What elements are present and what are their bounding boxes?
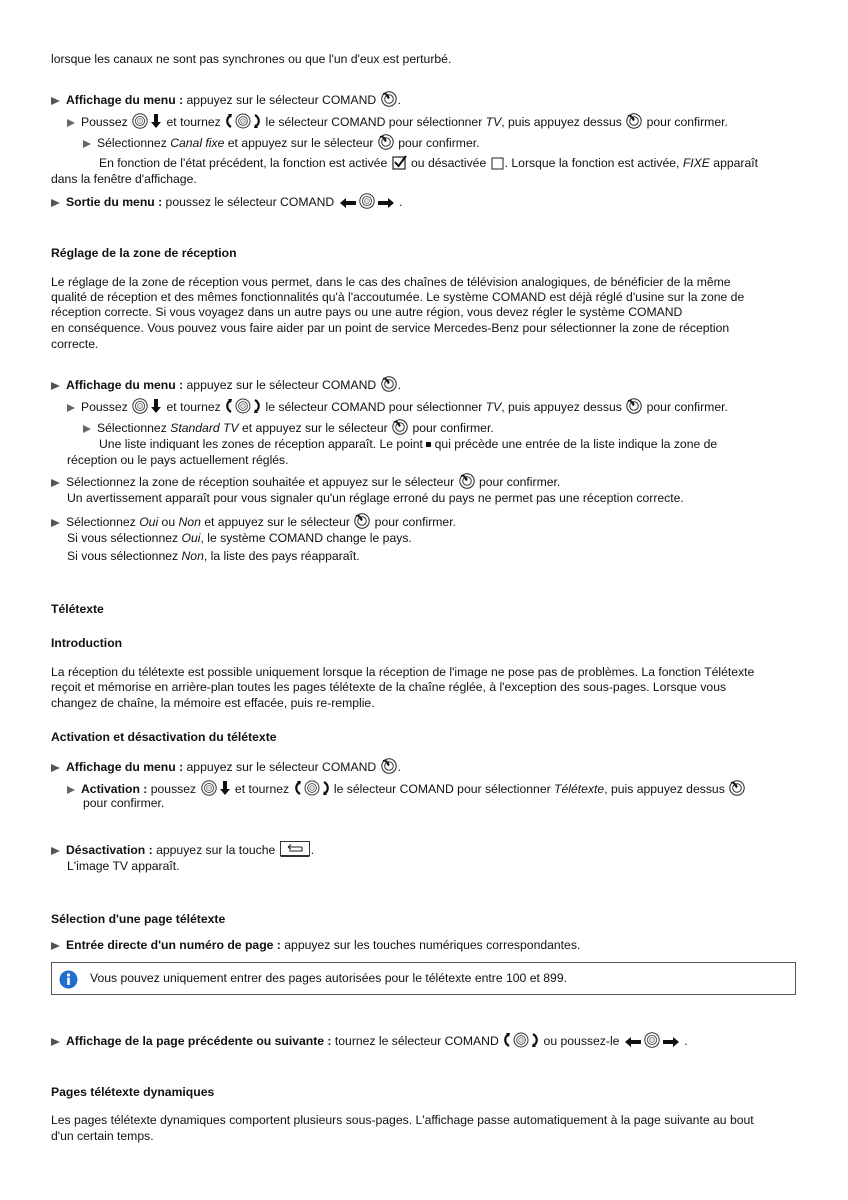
back-key-icon (280, 841, 310, 857)
arrow-left-icon (339, 197, 357, 209)
intro-paragraph-line: La réception du télétexte est possible uniquement lorsque la réception de l'image ne pose pas de problèmes. La fonction Télétexte (51, 665, 755, 679)
oui-result-line: Si vous sélectionnez Oui, le système COMAND change le pays. (67, 531, 412, 545)
press-knob-icon (381, 376, 397, 392)
press-knob-icon (378, 134, 394, 150)
press-knob-icon (381, 758, 397, 774)
bullet-arrow-icon (83, 425, 91, 433)
push-step-2: Poussez et tournez le sélecteur COMAND pour sélectionner TV, puis appuyez dessus pour confirmer. (67, 398, 848, 415)
menu-step-1: Affichage du menu : appuyez sur le sélecteur COMAND . (51, 91, 848, 108)
select-canal-step: Sélectionnez Canal fixe et appuyez sur le sélecteur pour confirmer. (83, 134, 848, 151)
bullet-arrow-icon (51, 519, 60, 527)
activation-confirm-line: pour confirmer. (83, 796, 165, 810)
info-note-box (51, 962, 796, 995)
rotate-knob-icon (225, 398, 261, 414)
select-standard-step: Sélectionnez Standard TV et appuyez sur le sélecteur pour confirmer. (83, 419, 848, 436)
select-zone-step: Sélectionnez la zone de réception souhaitée et appuyez sur le sélecteur pour confirmer. (51, 473, 848, 490)
non-result-line: Si vous sélectionnez Non, la liste des pays réapparaît. (67, 549, 360, 563)
press-knob-icon (354, 513, 370, 529)
subsection-title-intro: Introduction (51, 636, 123, 650)
info-note-text: Vous pouvez uniquement entrer des pages autorisées pour le télétexte entre 100 et 899. (90, 971, 567, 985)
intro-paragraph-line: changez de chaîne, la mémoire est effacée, puis re-remplie. (51, 696, 375, 710)
activation-step: Activation : poussez et tournez le sélecteur COMAND pour sélectionner Télétexte, puis appuyez dessus (67, 780, 848, 797)
press-knob-icon (729, 780, 745, 796)
bullet-arrow-icon (51, 199, 60, 207)
zone-paragraph-line: qualité de réception et des mêmes fonctionnalités qu'à l'accoutumée. Le système COMAND est déjà réglé d'usine sur la zone de (51, 290, 745, 304)
bullet-arrow-icon (51, 1038, 60, 1046)
section-title-zone: Réglage de la zone de réception (51, 246, 237, 260)
bullet-arrow-icon (67, 404, 75, 412)
arrow-down-icon (150, 113, 162, 129)
dynamic-paragraph-line: Les pages télétexte dynamiques comportent plusieurs sous-pages. L'affichage passe automatiquement à la page suivante au bout (51, 1113, 754, 1127)
rotate-knob-icon (225, 113, 261, 129)
dynamic-paragraph-line: d'un certain temps. (51, 1129, 154, 1143)
bullet-arrow-icon (83, 140, 91, 148)
push-step-1: Poussez et tournez le sélecteur COMAND pour sélectionner TV, puis appuyez dessus pour confirmer. (67, 113, 848, 130)
zone-paragraph-line: Le réglage de la zone de réception vous permet, dans le cas des chaînes de télévision analogiques, de bénéficier de la même (51, 275, 731, 289)
direct-entry-step: Entrée directe d'un numéro de page : appuyez sur les touches numériques correspondantes. (51, 938, 848, 953)
knob-icon (132, 398, 148, 414)
bullet-arrow-icon (51, 97, 60, 105)
knob-icon (132, 113, 148, 129)
rotate-knob-icon (294, 780, 330, 796)
knob-icon (644, 1032, 660, 1048)
image-tv-line: L'image TV apparaît. (67, 859, 180, 873)
knob-icon (359, 193, 375, 209)
subsection-title-selection: Sélection d'une page télétexte (51, 912, 226, 926)
section-title-teletext: Télétexte (51, 602, 104, 616)
zone-paragraph-line: réception correcte. Si vous voyagez dans un autre pays ou une autre région, vous devez régler le système COMAND (51, 305, 683, 319)
subsection-title-dynamic: Pages télétexte dynamiques (51, 1085, 215, 1099)
bullet-arrow-icon (51, 382, 60, 390)
press-knob-icon (381, 91, 397, 107)
exit-menu-step: Sortie du menu : poussez le sélecteur COMAND . (51, 193, 848, 210)
zone-paragraph-line: correcte. (51, 337, 99, 351)
deactivation-step: Désactivation : appuyez sur la touche . (51, 841, 848, 858)
zone-paragraph-line: en conséquence. Vous pouvez vous faire aider par un point de service Mercedes-Benz pour sélectionner la zone de réception (51, 321, 730, 335)
function-state-line-2: dans la fenêtre d'affichage. (51, 172, 197, 186)
rotate-knob-icon (503, 1032, 539, 1048)
bullet-arrow-icon (67, 119, 75, 127)
menu-step-2: Affichage du menu : appuyez sur le sélecteur COMAND . (51, 376, 848, 393)
arrow-down-icon (219, 780, 231, 796)
arrow-down-icon (150, 398, 162, 414)
menu-step-3: Affichage du menu : appuyez sur le sélecteur COMAND . (51, 758, 848, 775)
checkbox-checked-icon (392, 155, 407, 170)
list-info-line-2: réception ou le pays actuellement réglés. (67, 453, 289, 467)
press-knob-icon (459, 473, 475, 489)
select-oui-non-step: Sélectionnez Oui ou Non et appuyez sur le sélecteur pour confirmer. (51, 513, 848, 530)
bullet-arrow-icon (51, 479, 60, 487)
intro-line: lorsque les canaux ne sont pas synchrones ou que l'un d'eux est perturbé. (51, 52, 452, 66)
press-knob-icon (626, 113, 642, 129)
warning-line: Un avertissement apparaît pour vous signaler qu'un réglage erroné du pays ne permet pas une réception correcte. (67, 491, 684, 505)
knob-icon (201, 780, 217, 796)
prev-next-page-step: Affichage de la page précédente ou suivante : tournez le sélecteur COMAND ou poussez-le . (51, 1032, 848, 1049)
info-icon (59, 970, 78, 989)
subsection-title-activation: Activation et désactivation du télétexte (51, 730, 277, 744)
bullet-arrow-icon (51, 764, 60, 772)
bullet-arrow-icon (51, 942, 60, 950)
checkbox-empty-icon (491, 157, 504, 170)
press-knob-icon (392, 419, 408, 435)
bullet-arrow-icon (51, 847, 60, 855)
function-state-line: En fonction de l'état précédent, la fonction est activée ou désactivée . Lorsque la fonction est activée, FIXE apparaît (99, 156, 759, 170)
arrow-right-icon (377, 197, 395, 209)
bullet-arrow-icon (67, 786, 75, 794)
intro-paragraph-line: reçoit et mémorise en arrière-plan toutes les pages télétexte de la chaîne réglée, à l'exception des sous-pages. Lorsque vous (51, 680, 727, 694)
list-info-line: Une liste indiquant les zones de réception apparaît. Le point qui précède une entrée de la liste indique la zone de (99, 437, 718, 451)
press-knob-icon (626, 398, 642, 414)
arrow-right-icon (662, 1036, 680, 1048)
arrow-left-icon (624, 1036, 642, 1048)
